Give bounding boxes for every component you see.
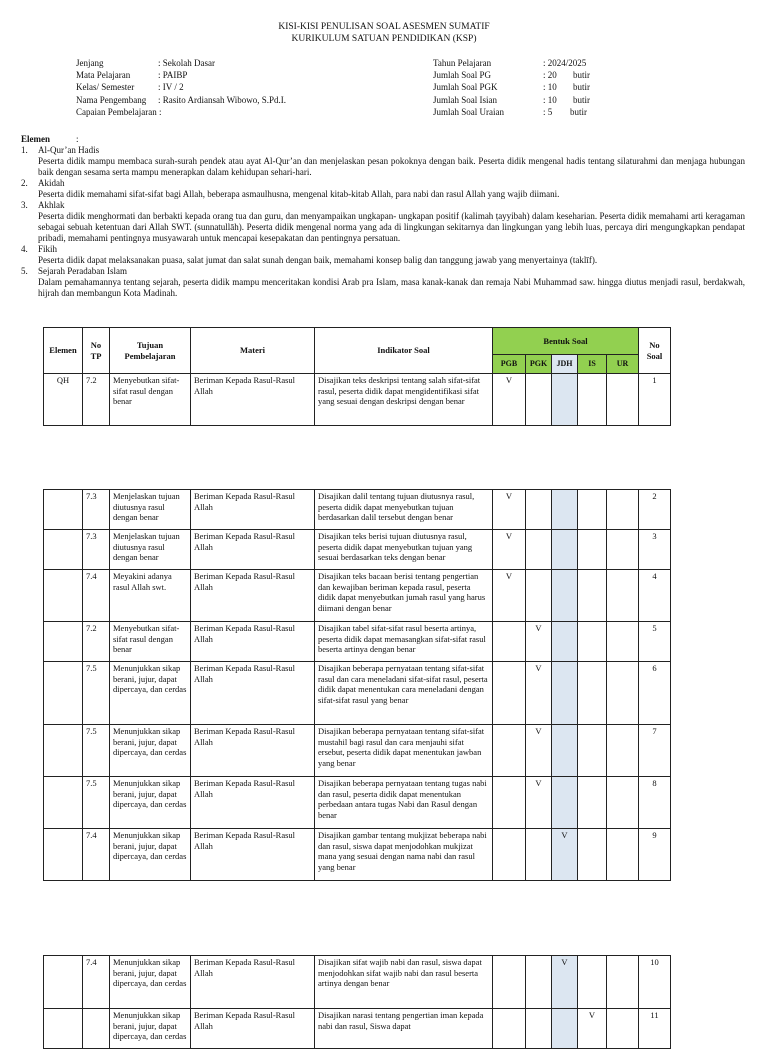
cell-no-tp: 7.2 (83, 622, 110, 662)
cell-jdh (552, 374, 578, 426)
cell-pgb: V (493, 374, 526, 426)
header-tujuan: Tujuan Pembelajaran (110, 328, 191, 374)
cell-jdh (552, 490, 578, 530)
cell-materi: Beriman Kepada Rasul-Rasul Allah (191, 829, 315, 881)
cell-no-tp: 7.4 (83, 956, 110, 1009)
header-no-tp: No TP (83, 328, 110, 374)
cell-materi: Beriman Kepada Rasul-Rasul Allah (191, 530, 315, 570)
meta-label-kelas: Kelas/ Semester (76, 82, 135, 92)
header-no-soal: No Soal (639, 328, 671, 374)
cell-no-soal: 8 (639, 777, 671, 829)
meta-value-tahun: : 2024/2025 (543, 58, 587, 68)
meta-label-pgk: Jumlah Soal PGK (433, 82, 498, 92)
cell-elemen (44, 956, 83, 1009)
table-row (44, 374, 671, 426)
cell-pgk (526, 956, 552, 1009)
cell-jdh (552, 725, 578, 777)
elemen-item-number: 5. (21, 266, 28, 276)
cell-indikator: Disajikan teks berisi tujuan diutusnya rasul, peserta didik dapat menyebutkan tujuan yang sesuai berdasarkan teks dengan benar (315, 530, 493, 570)
cell-is (578, 530, 607, 570)
cell-jdh (552, 662, 578, 725)
table-row (44, 829, 671, 881)
meta-value-pg: : 20 (543, 70, 557, 80)
header-ur: UR (607, 355, 639, 374)
meta-value-jenjang: : Sekolah Dasar (158, 58, 215, 68)
elemen-item-number: 1. (21, 145, 28, 155)
cell-tujuan: Meyakini adanya rasul Allah swt. (110, 570, 191, 622)
table-row (44, 777, 671, 829)
meta-unit-isian: butir (573, 95, 590, 105)
meta-label-mapel: Mata Pelajaran (76, 70, 131, 80)
elemen-item-name: Akhlak (38, 200, 65, 210)
elemen-item-name: Fikih (38, 244, 58, 254)
cell-no-soal: 3 (639, 530, 671, 570)
meta-value-mapel: : PAIBP (158, 70, 188, 80)
cell-jdh: V (552, 829, 578, 881)
cell-tujuan: Menunjukkan sikap berani, jujur, dapat dipercaya, dan cerdas (110, 725, 191, 777)
table-row (44, 622, 671, 662)
elemen-item-desc: Peserta didik memahami sifat-sifat bagi Allah, beberapa asmaulhusna, mengenal kitab-kitab Allah, para nabi dan rasul Allah yang wajib diimani. (38, 189, 560, 199)
cell-no-tp: 7.4 (83, 570, 110, 622)
cell-is: V (578, 1009, 607, 1049)
cell-no-soal: 11 (639, 1009, 671, 1049)
cell-is (578, 374, 607, 426)
meta-value-pengembang: : Rasito Ardiansah Wibowo, S.Pd.I. (158, 95, 286, 105)
elemen-item (21, 178, 745, 200)
elemen-item-name: Al-Qur’an Hadis (38, 145, 100, 155)
cell-elemen: QH (44, 374, 83, 426)
cell-materi: Beriman Kepada Rasul-Rasul Allah (191, 570, 315, 622)
meta-label-pengembang: Nama Pengembang (76, 95, 147, 105)
header-pgk: PGK (526, 355, 552, 374)
cell-pgb (493, 956, 526, 1009)
cell-tujuan: Menjelaskan tujuan diutusnya rasul dengan benar (110, 530, 191, 570)
meta-label-uraian: Jumlah Soal Uraian (433, 107, 504, 117)
table-row (44, 1009, 671, 1049)
cell-no-soal: 10 (639, 956, 671, 1009)
meta-label-capaian: Capaian Pembelajaran : (76, 107, 162, 117)
cell-jdh (552, 570, 578, 622)
cell-pgb: V (493, 490, 526, 530)
cell-indikator: Disajikan beberapa pernyataan tentang sifat-sifat mustahil bagi rasul dan cara menjauhi sifat ersebut, peserta didik dapat menentukan jawban yang benar (315, 725, 493, 777)
cell-ur (607, 374, 639, 426)
elemen-item (21, 145, 745, 178)
cell-indikator: Disajikan narasi tentang pengertian iman kepada nabi dan rasul, Siswa dapat (315, 1009, 493, 1049)
cell-pgk (526, 1009, 552, 1049)
cell-no-tp: 7.5 (83, 777, 110, 829)
meta-label-pg: Jumlah Soal PG (433, 70, 492, 80)
elemen-colon: : (76, 134, 79, 144)
meta-value-pgk: : 10 (543, 82, 557, 92)
elemen-item-desc: Dalam pemahamannya tentang sejarah, peserta didik mampu menceritakan kondisi Arab pra Islam, masa kanak-kanak dan remaja Nabi Muhammad saw. hingga diutus menjadi rasul, berdakwah, hijrah dan membangun Kota Madinah. (38, 277, 745, 298)
cell-is (578, 490, 607, 530)
cell-materi: Beriman Kepada Rasul-Rasul Allah (191, 1009, 315, 1049)
cell-tujuan: Menunjukkan sikap berani, jujur, dapat dipercaya, dan cerdas (110, 1009, 191, 1049)
cell-no-tp (83, 1009, 110, 1049)
meta-value-isian: : 10 (543, 95, 557, 105)
cell-elemen (44, 725, 83, 777)
elemen-item-number: 3. (21, 200, 28, 210)
cell-jdh: V (552, 956, 578, 1009)
cell-ur (607, 490, 639, 530)
elemen-item-desc: Peserta didik mampu membaca surah-surah pendek atau ayat Al-Qur’an dan menjelaskan pesan pokoknya dengan baik. Peserta didik mengenal hadis tentang silaturahmi dan menjaga hubungan baik dengan sesama serta mampu menerapkan dalam kehidupan sehari-hari. (38, 156, 745, 177)
meta-value-uraian: : 5 (543, 107, 553, 117)
cell-no-soal: 5 (639, 622, 671, 662)
cell-elemen (44, 490, 83, 530)
cell-tujuan: Menunjukkan sikap berani, jujur, dapat dipercaya, dan cerdas (110, 829, 191, 881)
cell-ur (607, 1009, 639, 1049)
cell-materi: Beriman Kepada Rasul-Rasul Allah (191, 956, 315, 1009)
header-jdh: JDH (552, 355, 578, 374)
cell-no-tp: 7.5 (83, 662, 110, 725)
elemen-item-desc: Peserta didik dapat melaksanakan puasa, salat jumat dan salat sunah dengan baik, memahami konsep balig dan tanggung jawab yang menyertainya (taklīf). (38, 255, 598, 265)
meta-unit-pg: butir (573, 70, 590, 80)
cell-pgb (493, 829, 526, 881)
elemen-item (21, 244, 745, 266)
cell-materi: Beriman Kepada Rasul-Rasul Allah (191, 662, 315, 725)
cell-pgb: V (493, 530, 526, 570)
cell-pgb (493, 1009, 526, 1049)
cell-ur (607, 622, 639, 662)
cell-tujuan: Menyebutkan sifat-sifat rasul dengan benar (110, 622, 191, 662)
kisi-kisi-table-page2 (43, 489, 671, 881)
meta-label-tahun: Tahun Pelajaran (433, 58, 492, 68)
table-row (44, 956, 671, 1009)
cell-pgk (526, 530, 552, 570)
header-elemen: Elemen (44, 328, 83, 374)
cell-materi: Beriman Kepada Rasul-Rasul Allah (191, 490, 315, 530)
meta-unit-uraian: butir (570, 107, 587, 117)
cell-pgk: V (526, 725, 552, 777)
elemen-item-desc: Peserta didik menghormati dan berbakti kepada orang tua dan guru, dan menyampaikan ungkapan- ungkapan positif (kalimah ṭayyibah) dalam keseharian. Peserta didik memahami arti keragaman sebagai sebuah ketentuan dari Allah SWT. (sunnatullāh). Peserta didik mengenal norma yang ada di lingkungan sekitarnya dan lingkungan yang lebih luas, percaya diri mengungkapkan pendapat pribadi, memahami pentingnya musyawarah untuk mencapai kesepakatan dan pentingnya persatuan. (38, 211, 745, 243)
cell-tujuan: Menunjukkan sikap berani, jujur, dapat dipercaya, dan cerdas (110, 777, 191, 829)
table-row (44, 530, 671, 570)
elemen-item-name: Sejarah Peradaban Islam (38, 266, 127, 276)
cell-indikator: Disajikan tabel sifat-sifat rasul beserta artinya, peserta didik dapat memasangkan sifat-sifat rasul beserta artinya dengan benar (315, 622, 493, 662)
doc-title-line1: KISI-KISI PENULISAN SOAL ASESMEN SUMATIF (278, 22, 490, 32)
cell-elemen (44, 662, 83, 725)
cell-materi: Beriman Kepada Rasul-Rasul Allah (191, 374, 315, 426)
cell-no-tp: 7.2 (83, 374, 110, 426)
cell-indikator: Disajikan teks bacaan berisi tentang pengertian dan kewajiban beriman kepada rasul, peserta didik dapat menyebutkan jumah rasul yang harus diimani dengan benar (315, 570, 493, 622)
cell-no-tp: 7.5 (83, 725, 110, 777)
cell-elemen (44, 530, 83, 570)
header-materi: Materi (191, 328, 315, 374)
cell-ur (607, 956, 639, 1009)
elemen-item (21, 266, 745, 299)
cell-elemen (44, 777, 83, 829)
meta-unit-pgk: butir (573, 82, 590, 92)
cell-materi: Beriman Kepada Rasul-Rasul Allah (191, 622, 315, 662)
cell-pgk (526, 490, 552, 530)
meta-label-jenjang: Jenjang (76, 58, 104, 68)
cell-no-soal: 1 (639, 374, 671, 426)
cell-elemen (44, 570, 83, 622)
cell-pgb (493, 622, 526, 662)
cell-materi: Beriman Kepada Rasul-Rasul Allah (191, 777, 315, 829)
cell-indikator: Disajikan teks deskripsi tentang salah sifat-sifat rasul, peserta didik dapat mengidentifikasi sifat yang sesuai dengan deskripsi dengan benar (315, 374, 493, 426)
cell-indikator: Disajikan beberapa pernyataan tentang sifat-sifat rasul dan cara meneladani sifat-sifat rasul, peserta didik dapat menentukan cara meneladani dengan sifat-sifat rasul yang benar (315, 662, 493, 725)
cell-pgk: V (526, 622, 552, 662)
meta-value-kelas: : IV / 2 (158, 82, 184, 92)
cell-indikator: Disajikan sifat wajib nabi dan rasul, siswa dapat menjodohkan sifat wajib nabi dan rasul beserta artinya dengan benar (315, 956, 493, 1009)
cell-ur (607, 570, 639, 622)
elemen-item (21, 200, 745, 244)
header-is: IS (578, 355, 607, 374)
cell-pgk: V (526, 662, 552, 725)
cell-pgk (526, 570, 552, 622)
table-row (44, 662, 671, 725)
table-row (44, 490, 671, 530)
cell-elemen (44, 622, 83, 662)
cell-jdh (552, 530, 578, 570)
cell-ur (607, 662, 639, 725)
cell-ur (607, 777, 639, 829)
cell-ur (607, 725, 639, 777)
cell-tujuan: Menunjukkan sikap berani, jujur, dapat dipercaya, dan cerdas (110, 662, 191, 725)
cell-is (578, 725, 607, 777)
cell-jdh (552, 1009, 578, 1049)
cell-tujuan: Menunjukkan sikap berani, jujur, dapat dipercaya, dan cerdas (110, 956, 191, 1009)
cell-pgb (493, 662, 526, 725)
cell-no-tp: 7.3 (83, 530, 110, 570)
header-indikator: Indikator Soal (315, 328, 493, 374)
header-bentuk-soal: Bentuk Soal (493, 328, 639, 355)
cell-no-soal: 9 (639, 829, 671, 881)
cell-is (578, 662, 607, 725)
cell-is (578, 622, 607, 662)
cell-materi: Beriman Kepada Rasul-Rasul Allah (191, 725, 315, 777)
cell-is (578, 956, 607, 1009)
cell-indikator: Disajikan gambar tentang mukjizat beberapa nabi dan rasul, siswa dapat menjodohkan mukjizat mana yang sesuai dengan nama nabi dan rasul yang benar (315, 829, 493, 881)
cell-no-soal: 4 (639, 570, 671, 622)
cell-ur (607, 829, 639, 881)
elemen-heading: Elemen (21, 134, 50, 144)
cell-no-tp: 7.4 (83, 829, 110, 881)
meta-label-isian: Jumlah Soal Isian (433, 95, 497, 105)
cell-no-tp: 7.3 (83, 490, 110, 530)
cell-tujuan: Menyebutkan sifat-sifat rasul dengan benar (110, 374, 191, 426)
cell-pgk (526, 374, 552, 426)
cell-no-soal: 2 (639, 490, 671, 530)
cell-no-soal: 6 (639, 662, 671, 725)
cell-pgk: V (526, 777, 552, 829)
cell-elemen (44, 829, 83, 881)
cell-elemen (44, 1009, 83, 1049)
table-row (44, 570, 671, 622)
elemen-item-number: 2. (21, 178, 28, 188)
cell-pgb (493, 777, 526, 829)
cell-is (578, 829, 607, 881)
elemen-item-name: Akidah (38, 178, 65, 188)
kisi-kisi-table-page3 (43, 955, 671, 1049)
cell-pgb (493, 725, 526, 777)
doc-title-line2: KURIKULUM SATUAN PENDIDIKAN (KSP) (291, 34, 477, 44)
cell-pgk (526, 829, 552, 881)
table-row (44, 725, 671, 777)
elemen-list (21, 145, 745, 299)
kisi-kisi-table-page1 (43, 327, 671, 426)
cell-is (578, 777, 607, 829)
cell-no-soal: 7 (639, 725, 671, 777)
cell-indikator: Disajikan beberapa pernyataan tentang tugas nabi dan rasul, peserta didik dapat menentukan perbedaan antara tugas Nabi dan Rasul dengan benar (315, 777, 493, 829)
cell-tujuan: Menjelaskan tujuan diutusnya rasul dengan benar (110, 490, 191, 530)
cell-is (578, 570, 607, 622)
elemen-item-number: 4. (21, 244, 28, 254)
cell-indikator: Disajikan dalil tentang tujuan diutusnya rasul, peserta didik dapat menyebutkan tujuan berdasarkan dalil tersebut dengan benar (315, 490, 493, 530)
header-pgb: PGB (493, 355, 526, 374)
cell-ur (607, 530, 639, 570)
cell-jdh (552, 777, 578, 829)
cell-pgb: V (493, 570, 526, 622)
cell-jdh (552, 622, 578, 662)
